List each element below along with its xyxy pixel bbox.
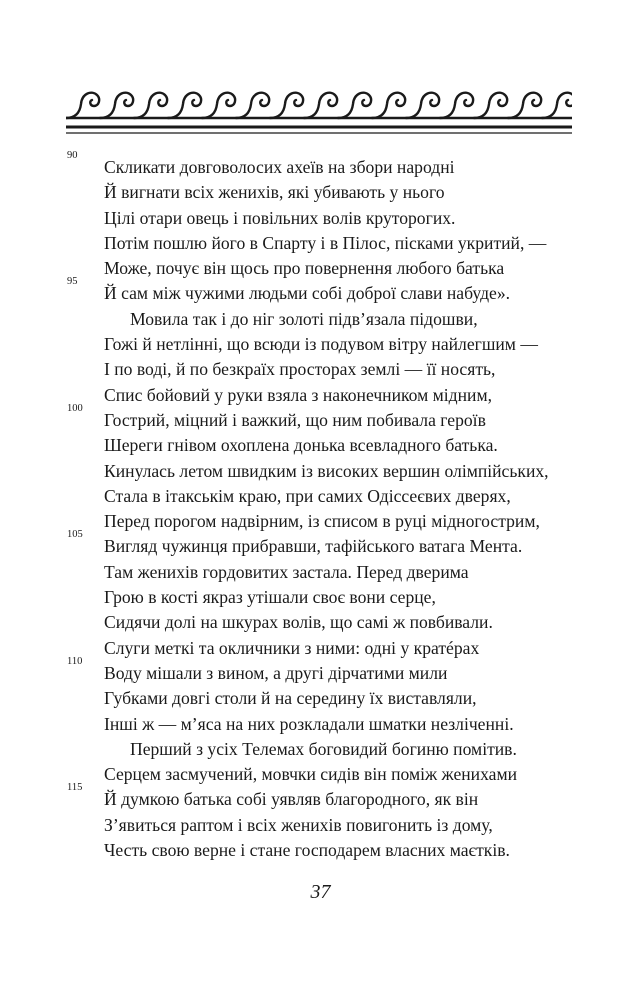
line-number: 100 bbox=[67, 402, 83, 414]
verse-text: І по воді, й по безкраїх просторах землі — її носять, bbox=[104, 359, 496, 380]
wave-ornament-header bbox=[66, 84, 572, 140]
verse-text: Стала в ітакськім краю, при самих Одіссеєвих дверях, bbox=[104, 485, 511, 506]
poem-text-block bbox=[0, 150, 641, 863]
verse-line bbox=[0, 484, 641, 509]
verse-text: Скликати довговолосих ахеїв на збори народні bbox=[104, 157, 455, 177]
line-number: 115 bbox=[67, 782, 83, 794]
verse-line bbox=[0, 332, 641, 357]
verse-text: Мовила так і до ніг золоті підв’язала підошви, bbox=[130, 308, 478, 329]
verse-text: Сидячи долі на шкурах волів, що самі ж повбивали. bbox=[104, 612, 493, 633]
verse-text: Й думкою батька собі уявляв благородного, як він bbox=[104, 789, 479, 810]
verse-line bbox=[0, 813, 641, 838]
verse-text: Губками довгі столи й на середину їх виставляли, bbox=[104, 688, 477, 709]
verse-line bbox=[0, 180, 641, 205]
verse-line bbox=[0, 560, 641, 585]
verse-line bbox=[0, 402, 641, 433]
verse-line bbox=[0, 509, 641, 534]
verse-line bbox=[0, 712, 641, 737]
line-number: 105 bbox=[67, 529, 83, 541]
verse-line bbox=[0, 686, 641, 711]
verse-text: Й вигнати всіх женихів, які убивають у нього bbox=[104, 182, 445, 203]
verse-line bbox=[0, 206, 641, 231]
verse-text: Цілі отари овець і повільних волів круторогих. bbox=[104, 207, 456, 228]
verse-line bbox=[0, 585, 641, 610]
verse-line bbox=[0, 150, 641, 180]
verse-text: Шереги гнівом охоплена донька всевладного батька. bbox=[104, 435, 498, 456]
verse-text: Кинулась летом швидким із високих вершин олімпійських, bbox=[104, 460, 549, 481]
verse-text: Грою в кості якраз утішали своє вони серце, bbox=[104, 587, 436, 608]
line-number: 95 bbox=[67, 276, 78, 288]
line-number: 90 bbox=[67, 150, 78, 161]
verse-line bbox=[0, 610, 641, 635]
verse-text: З’явиться раптом і всіх женихів повигонить із дому, bbox=[104, 814, 493, 835]
wave-pattern bbox=[66, 93, 572, 118]
verse-text: Потім пошлю його в Спарту і в Пілос, пісками укритий, — bbox=[104, 232, 547, 253]
verse-line bbox=[0, 459, 641, 484]
verse-line bbox=[0, 762, 641, 787]
verse-text: Воду мішали з вином, а другі дірчатими мили bbox=[104, 662, 448, 683]
verse-text: Вигляд чужинця прибравши, тафійського ватага Мента. bbox=[104, 536, 523, 557]
verse-line bbox=[0, 256, 641, 281]
verse-line bbox=[0, 433, 641, 458]
verse-line bbox=[0, 231, 641, 256]
verse-line bbox=[0, 357, 641, 382]
verse-text: Може, почує він щось про повернення любого батька bbox=[104, 258, 505, 279]
verse-text: Там женихів гордовитих застала. Перед дверима bbox=[104, 561, 469, 582]
verse-text: Інші ж — м’яса на них розкладали шматки незліченні. bbox=[104, 713, 514, 734]
page-number: 37 bbox=[310, 881, 331, 903]
line-number: 110 bbox=[67, 655, 83, 667]
verse-text: Гожі й нетлінні, що всюди із подувом вітру найлегшим — bbox=[104, 334, 538, 355]
verse-line bbox=[0, 307, 641, 332]
verse-line bbox=[0, 383, 641, 408]
verse-text: Слуги меткі та окличники з ними: одні у кратéрах bbox=[104, 637, 480, 658]
verse-text: Перший з усіх Телемах боговидий богиню помітив. bbox=[130, 738, 517, 759]
verse-line bbox=[0, 636, 641, 661]
verse-text: Й сам між чужими людьми собі доброї слави набуде». bbox=[104, 283, 511, 304]
verse-text: Серцем засмучений, мовчки сидів він поміж женихами bbox=[104, 764, 518, 785]
verse-text: Гострий, міцний і важкий, що ним побивала героїв bbox=[104, 409, 486, 430]
verse-text: Честь свою верне і стане господарем власних маєтків. bbox=[104, 840, 510, 861]
verse-line bbox=[0, 529, 641, 559]
verse-line bbox=[0, 276, 641, 306]
verse-text: Спис бойовий у руки взяла з наконечником мідним, bbox=[104, 384, 492, 405]
verse-line bbox=[0, 838, 641, 863]
verse-line bbox=[0, 655, 641, 686]
verse-text: Перед порогом надвірним, із списом в руці мідногострим, bbox=[104, 511, 540, 532]
verse-line bbox=[0, 782, 641, 812]
verse-line bbox=[0, 737, 641, 762]
